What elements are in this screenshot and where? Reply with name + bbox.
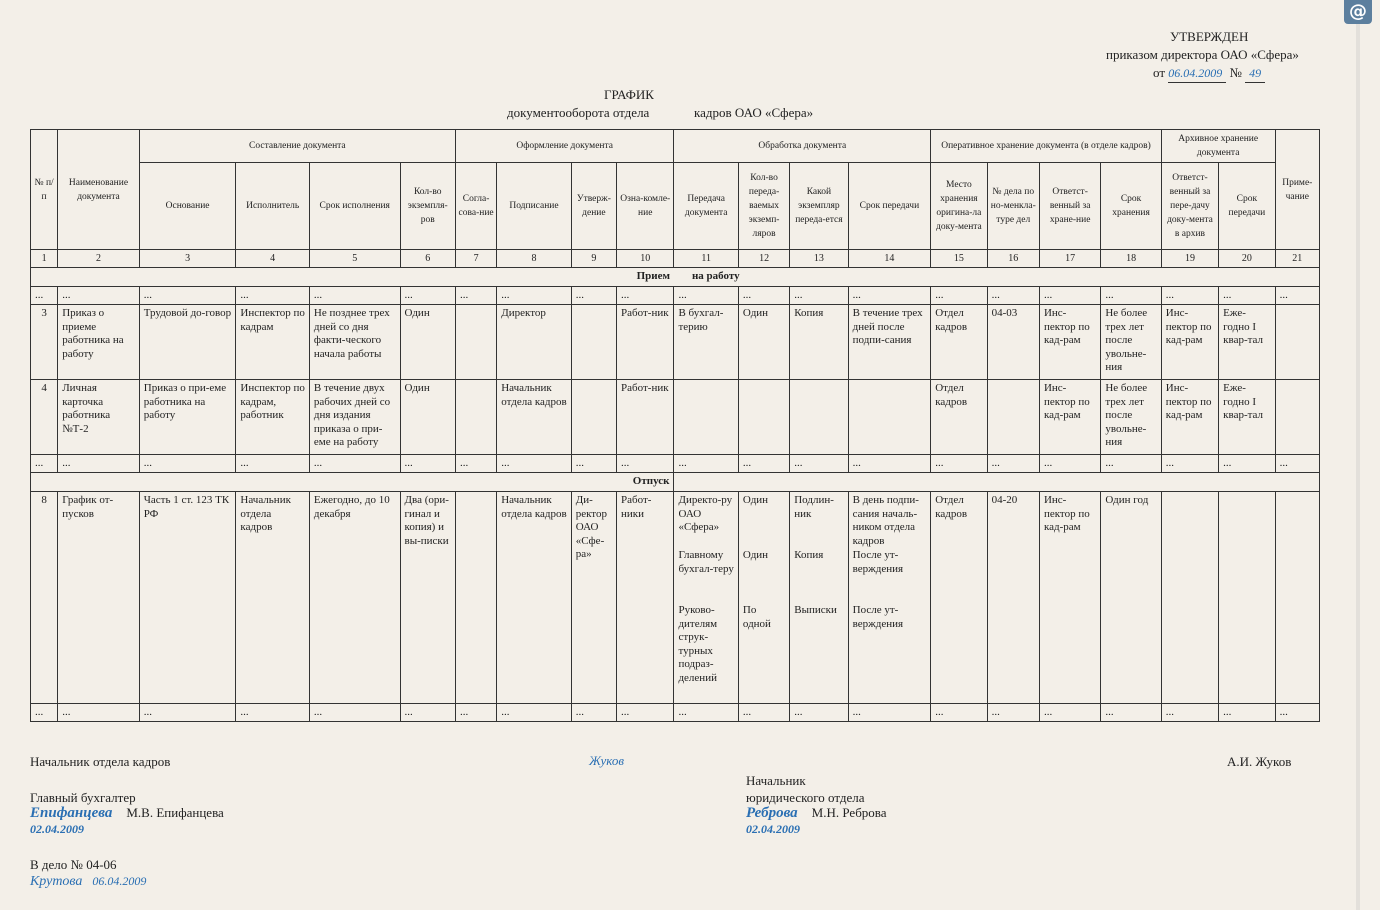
row4-c8: Начальник отдела кадров [497,380,572,455]
table-row [31,492,1320,704]
accountant-signature: Епифанцева [30,805,113,821]
col-number: 6 [400,250,455,268]
legal-head-date: 02.04.2009 [746,822,800,836]
ellipsis-cell: ... [455,287,496,305]
ellipsis-cell: ... [617,455,674,473]
row4-c19: Инс-пектор по кад-рам [1161,380,1218,455]
ellipsis-cell: ... [139,455,236,473]
row3-c21 [1275,305,1319,380]
header-c14: Срок передачи [848,163,931,250]
col-number: 17 [1039,250,1100,268]
ellipsis-cell: ... [987,704,1039,722]
approval-number-label: № [1229,65,1242,80]
col-number: 14 [848,250,931,268]
row8-c9: Ди-ректор ОАО «Сфе-ра» [571,492,616,704]
ellipsis-cell: ... [931,455,987,473]
row8-c2: График от-пусков [58,492,140,704]
row8-c18: Один год [1101,492,1161,704]
hr-head-signature: Жуков [589,753,625,768]
header-c18: Срок хранения [1101,163,1161,250]
approval-date-line [1153,64,1265,83]
col-number: 4 [236,250,310,268]
row3-c15: Отдел кадров [931,305,987,380]
row4-c21 [1275,380,1319,455]
ellipsis-cell: ... [1039,455,1100,473]
ellipsis-cell: ... [455,455,496,473]
row8-c12-a: Один [742,494,769,506]
ellipsis-cell: ... [987,455,1039,473]
ellipsis-cell: ... [400,287,455,305]
col-number: 15 [931,250,987,268]
header-note: Приме-чание [1275,130,1319,250]
ellipsis-cell: ... [31,455,58,473]
row4-c14 [848,380,931,455]
ellipsis-cell: ... [790,704,848,722]
file-note: В дело № 04-06 [30,857,117,872]
row3-c13: Копия [790,305,848,380]
header-c17: Ответст-венный за хране-ние [1039,163,1100,250]
col-number: 16 [987,250,1039,268]
col-number: 21 [1275,250,1319,268]
row8-c11 [674,492,738,704]
header-group-archive: Архивное хранение документа [1161,130,1275,163]
ellipsis-cell: ... [1219,455,1275,473]
ellipsis-cell: ... [497,455,572,473]
ellipsis-cell: ... [309,287,400,305]
col-number: 13 [790,250,848,268]
row8-c3: Часть 1 ст. 123 ТК РФ [139,492,236,704]
header-c5: Срок исполнения [309,163,400,250]
ellipsis-cell: ... [455,704,496,722]
row8-c14-a: В день подпи-сания началь-ником отдела кадров [852,494,919,547]
row3-c11: В бухгал-терию [674,305,738,380]
row3-c16: 04-03 [987,305,1039,380]
row8-c10: Работ-ники [617,492,674,704]
header-c9: Утверж-дение [571,163,616,250]
row4-c5: В течение двух рабочих дней со дня издания приказа о при-еме на работу [309,380,400,455]
row8-c11-c: Руково-дителям струк-турных подраз-делений [678,604,718,684]
col-number: 18 [1101,250,1161,268]
ellipsis-cell: ... [790,455,848,473]
ellipsis-cell: ... [31,287,58,305]
row8-c12 [738,492,789,704]
col-number: 7 [455,250,496,268]
ellipsis-cell: ... [400,704,455,722]
row8-c17: Инс-пектор по кад-рам [1039,492,1100,704]
hr-head-title: Начальник отдела кадров [30,754,171,769]
row4-c16 [987,380,1039,455]
row8-c1: 8 [31,492,58,704]
header-c20: Срок передачи [1219,163,1275,250]
hr-head-name: А.И. Жуков [1227,754,1292,769]
ellipsis-cell: ... [1161,704,1218,722]
row8-c11-a: Директо-ру ОАО «Сфера» [678,494,733,534]
legal-head-name: М.Н. Реброва [811,805,887,820]
row8-c4: Начальник отдела кадров [236,492,310,704]
row8-c14-c: После ут-верждения [852,604,904,630]
file-date: 06.04.2009 [92,874,147,888]
col-number: 12 [738,250,789,268]
ellipsis-cell: ... [738,455,789,473]
row8-c5: Ежегодно, до 10 декабря [309,492,400,704]
section-label-hiring-b: на работу [674,268,1320,287]
header-c15: Место хранения оригина-ла доку-мента [931,163,987,250]
col-number: 3 [139,250,236,268]
ellipsis-cell: ... [617,704,674,722]
row8-c13-b: Копия [794,549,824,561]
ellipsis-cell: ... [674,287,738,305]
ellipsis-cell: ... [1101,455,1161,473]
ellipsis-cell: ... [1161,287,1218,305]
row4-c9 [571,380,616,455]
row8-c12-c: По одной [742,604,771,630]
header-name: Наименование документа [58,130,140,250]
ellipsis-cell: ... [236,287,310,305]
section-row-hiring [31,268,1320,287]
ellipsis-cell: ... [497,704,572,722]
doc-subtitle-b: кадров ОАО «Сфера» [694,105,814,120]
file-signature: Крутова [30,874,83,889]
row8-c15: Отдел кадров [931,492,987,704]
accountant-date: 02.04.2009 [30,822,84,836]
ellipsis-cell: ... [236,704,310,722]
ellipsis-cell: ... [571,287,616,305]
section-label-hiring-a: Прием [31,268,674,287]
row4-c13 [790,380,848,455]
table-row-ellipsis [31,455,1320,473]
file-sign-line [30,872,146,890]
row4-c11 [674,380,738,455]
row4-c12 [738,380,789,455]
col-number: 19 [1161,250,1218,268]
ellipsis-cell: ... [497,287,572,305]
ellipsis-cell: ... [931,704,987,722]
ellipsis-cell: ... [848,455,931,473]
row8-c11-b: Главному бухгал-теру [678,549,734,575]
row4-c2: Личная карточка работника №Т-2 [58,380,140,455]
ellipsis-cell: ... [848,287,931,305]
col-number: 9 [571,250,616,268]
row4-c1: 4 [31,380,58,455]
ellipsis-cell: ... [987,287,1039,305]
ellipsis-cell: ... [1275,704,1319,722]
col-number: 8 [497,250,572,268]
approval-title: УТВЕРЖДЕН [1170,29,1249,44]
ellipsis-cell: ... [1219,287,1275,305]
row3-c10: Работ-ник [617,305,674,380]
column-number-row [31,250,1320,268]
row8-c6: Два (ори-гинал и копия) и вы-писки [400,492,455,704]
legal-head-signature: Реброва [746,805,798,821]
row3-c19: Инс-пектор по кад-рам [1161,305,1218,380]
ellipsis-cell: ... [674,704,738,722]
row8-c8: Начальник отдела кадров [497,492,572,704]
page-edge [1356,24,1360,910]
ellipsis-cell: ... [931,287,987,305]
header-c6: Кол-во экземпля-ров [400,163,455,250]
ellipsis-cell: ... [571,704,616,722]
ellipsis-cell: ... [1101,287,1161,305]
ellipsis-cell: ... [571,455,616,473]
ellipsis-cell: ... [617,287,674,305]
ellipsis-cell: ... [1275,287,1319,305]
ellipsis-cell: ... [58,287,140,305]
row3-c12: Один [738,305,789,380]
row3-c4: Инспектор по кадрам [236,305,310,380]
row8-c12-b: Один [742,549,769,561]
approval-line: приказом директора ОАО «Сфера» [1106,47,1299,62]
legal-head-sign-line [746,804,887,822]
header-c7: Согла-сова-ние [455,163,496,250]
row4-c6: Один [400,380,455,455]
row4-c10: Работ-ник [617,380,674,455]
row3-c8: Директор [497,305,572,380]
document-flow-table [30,129,1320,722]
col-number: 20 [1219,250,1275,268]
header-c13: Какой экземпляр переда-ется [790,163,848,250]
ellipsis-cell: ... [58,455,140,473]
row8-c16: 04-20 [987,492,1039,704]
doc-subtitle-a: документооборота отдела [507,105,650,120]
ellipsis-cell: ... [674,455,738,473]
header-c3: Основание [139,163,236,250]
ellipsis-cell: ... [31,704,58,722]
row8-c21 [1275,492,1319,704]
col-number: 2 [58,250,140,268]
row8-c7 [455,492,496,704]
row4-c20: Еже-годно I квар-тал [1219,380,1275,455]
ellipsis-cell: ... [236,455,310,473]
row3-c20: Еже-годно I квар-тал [1219,305,1275,380]
row3-c1: 3 [31,305,58,380]
header-num: № п/п [31,130,58,250]
ellipsis-cell: ... [139,704,236,722]
legal-head-title-1: Начальник [746,773,806,788]
row3-c17: Инс-пектор по кад-рам [1039,305,1100,380]
table-row-ellipsis [31,287,1320,305]
ellipsis-cell: ... [738,287,789,305]
header-group-process: Обработка документа [674,130,931,163]
row3-c3: Трудовой до-говор [139,305,236,380]
row3-c18: Не более трех лет после увольне-ния [1101,305,1161,380]
doc-title: ГРАФИК [604,87,654,102]
legal-head-title-2: юридического отдела [746,790,865,805]
row8-c14 [848,492,931,704]
col-number: 1 [31,250,58,268]
ellipsis-cell: ... [1161,455,1218,473]
row3-c5: Не позднее трех дней со дня факти-ческого начала работы [309,305,400,380]
ellipsis-cell: ... [58,704,140,722]
approval-number: 49 [1245,64,1265,83]
row8-c13 [790,492,848,704]
ellipsis-cell: ... [738,704,789,722]
header-group-format: Оформление документа [455,130,674,163]
ellipsis-cell: ... [309,455,400,473]
row4-c7 [455,380,496,455]
ellipsis-cell: ... [790,287,848,305]
row3-c7 [455,305,496,380]
ellipsis-cell: ... [1101,704,1161,722]
header-c4: Исполнитель [236,163,310,250]
row4-c18: Не более трех лет после увольне-ния [1101,380,1161,455]
header-c11: Передача документа [674,163,738,250]
row8-c19 [1161,492,1218,704]
row8-c20 [1219,492,1275,704]
table-row-ellipsis [31,704,1320,722]
ellipsis-cell: ... [400,455,455,473]
section-blank [674,473,1320,492]
at-logo-icon[interactable]: @ [1344,0,1372,24]
col-number: 11 [674,250,738,268]
table-row [31,305,1320,380]
accountant-name: М.В. Епифанцева [126,805,224,820]
header-c10: Озна-комле-ние [617,163,674,250]
ellipsis-cell: ... [309,704,400,722]
ellipsis-cell: ... [1219,704,1275,722]
row8-c13-a: Подлин-ник [794,494,834,520]
row3-c6: Один [400,305,455,380]
row8-c14-b: После ут-верждения [852,549,904,575]
accountant-sign-line [30,804,224,822]
row3-c2: Приказ о приеме работника на работу [58,305,140,380]
col-number: 5 [309,250,400,268]
header-c19: Ответст-венный за пере-дачу доку-мента в архив [1161,163,1218,250]
approval-date: 06.04.2009 [1168,64,1226,83]
ellipsis-cell: ... [1039,704,1100,722]
section-label-vacation: Отпуск [31,473,674,492]
table-row [31,380,1320,455]
ellipsis-cell: ... [139,287,236,305]
row3-c14: В течение трех дней после подпи-сания [848,305,931,380]
ellipsis-cell: ... [1039,287,1100,305]
ellipsis-cell: ... [1275,455,1319,473]
header-group-compose: Составление документа [139,130,455,163]
accountant-title: Главный бухгалтер [30,790,136,805]
col-number: 10 [617,250,674,268]
header-c8: Подписание [497,163,572,250]
row4-c4: Инспектор по кадрам, работник [236,380,310,455]
row3-c9 [571,305,616,380]
ellipsis-cell: ... [848,704,931,722]
header-c12: Кол-во переда-ваемых экземп-ляров [738,163,789,250]
row4-c3: Приказ о при-еме работника на работу [139,380,236,455]
section-row-vacation [31,473,1320,492]
row4-c15: Отдел кадров [931,380,987,455]
row8-c13-c: Выписки [794,604,837,616]
header-group-operative: Оперативное хранение документа (в отделе кадров) [931,130,1162,163]
row4-c17: Инс-пектор по кад-рам [1039,380,1100,455]
header-c16: № дела по но-менкла-туре дел [987,163,1039,250]
approval-from-label: от [1153,65,1166,80]
